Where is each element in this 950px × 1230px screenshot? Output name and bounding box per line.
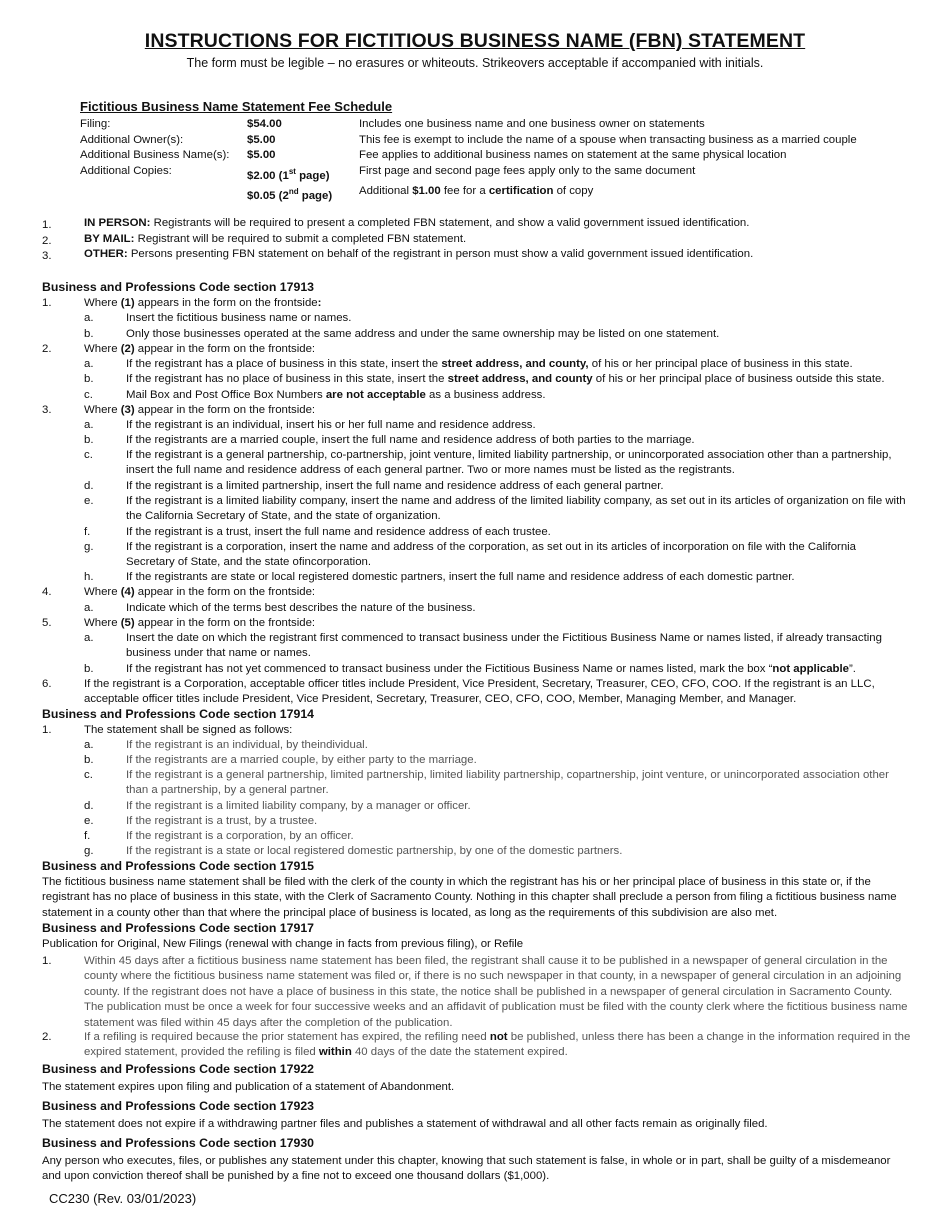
list-letter: d. <box>84 480 94 492</box>
fee-label: Additional Business Name(s): <box>80 149 230 161</box>
list-letter: b. <box>84 663 94 675</box>
list-number: 3. <box>42 404 52 416</box>
list-letter: g. <box>84 845 94 857</box>
fee-row <box>80 164 859 184</box>
fee-row <box>80 117 859 133</box>
list-item: If the registrant is a corporation, by an officer. <box>126 830 354 842</box>
fee-label <box>80 184 247 204</box>
list-item: Indicate which of the terms best describes the nature of the business. <box>126 602 476 614</box>
section-heading: Business and Professions Code section 17913 <box>42 280 314 294</box>
section-text: The statement does not expire if a withdrawing partner files and publishes a statement of withdrawal and all other facts remain as originally filed. <box>42 1118 768 1130</box>
section-text: Any person who executes, files, or publishes any statement under this chapter, knowing that such statement is false, in whole or in part, shall be guilty of a misdemeanor and upon conviction thereof shall be punished by a fine not to exceed one thousand dollars ($1,000). <box>42 1155 891 1183</box>
list-letter: f. <box>84 526 91 538</box>
list-item: If the registrant is an individual, by theindividual. <box>126 739 368 751</box>
section-heading: Business and Professions Code section 17922 <box>42 1062 314 1076</box>
list-item: Insert the date on which the registrant first commenced to transact business under the Fictitious Business Name or names listed, if already transacting business under that name or names. <box>126 632 882 660</box>
list-letter: c. <box>84 449 93 461</box>
section-text: Publication for Original, New Filings (renewal with change in facts from previous filing), or Refile <box>42 938 524 950</box>
list-item: If the registrant is a limited liability company, by a manager or officer. <box>126 800 471 812</box>
list-item: If the registrant is a state or local registered domestic partnership, by one of the domestic partners. <box>126 845 623 857</box>
fee-amount: $54.00 <box>247 118 282 130</box>
list-item: Insert the fictitious business name or names. <box>126 312 352 324</box>
list-item: Within 45 days after a fictitious business name statement has been filed, the registrant shall cause it to be published in a newspaper of general circulation in the county where the fictitious business name statement was filed or, if there is no such newspaper in that county, in a newspaper of general circulation in an adjoining county. If the registrant does not have a place of business in this state, the notice shall be published in a newspaper of general circulation in Sacramento County. The publication must be once a week for four successive weeks and an affidavit of publication must be filed with the county clerk where the fictitious business name statement was filed within 45 days after the completion of the publication. <box>84 955 908 1029</box>
list-item: If the registrant is an individual, insert his or her full name and residence address. <box>126 419 536 431</box>
list-letter: a. <box>84 358 94 370</box>
list-letter: b. <box>84 328 94 340</box>
list-item: If the registrant has no place of business in this state, insert the street address, and county of his or her principal place of business outside this state. <box>126 373 885 385</box>
section-heading: Business and Professions Code section 17915 <box>42 859 314 873</box>
page-subtitle: The form must be legible – no erasures or whiteouts. Strikeovers acceptable if accompanied with initials. <box>186 56 764 70</box>
list-number: 3. <box>42 250 52 262</box>
list-number: 2. <box>42 235 52 247</box>
list-letter: b. <box>84 434 94 446</box>
list-number: 6. <box>42 678 52 690</box>
list-letter: c. <box>84 389 93 401</box>
list-number: 1. <box>42 724 52 736</box>
fee-note: Includes one business name and one business owner on statements <box>359 118 705 130</box>
list-letter: d. <box>84 800 94 812</box>
list-letter: f. <box>84 830 91 842</box>
list-letter: a. <box>84 419 94 431</box>
list-item: If the registrant is a corporation, insert the name and address of the corporation, as set out in its articles of incorporation on file with the California Secretary of State, and the state ofincorporation. <box>126 541 857 569</box>
page-title: INSTRUCTIONS FOR FICTITIOUS BUSINESS NAME (FBN) STATEMENT <box>144 30 806 52</box>
list-item: IN PERSON: Registrants will be required to present a completed FBN statement, and show a valid government issued identification. <box>84 217 750 229</box>
fee-amount: $2.00 (1st page) <box>247 166 330 182</box>
list-letter: h. <box>84 571 94 583</box>
list-number: 4. <box>42 586 52 598</box>
list-number: 1. <box>42 955 52 967</box>
list-number: 1. <box>42 297 52 309</box>
fee-label: Additional Copies: <box>80 164 172 177</box>
list-item: Only those businesses operated at the same address and under the same ownership may be listed on one statement. <box>126 328 720 340</box>
list-item: Where (4) appear in the form on the frontside: <box>84 586 316 598</box>
list-letter: e. <box>84 495 94 507</box>
list-number: 1. <box>42 219 52 231</box>
list-item: OTHER: Persons presenting FBN statement on behalf of the registrant in person must show a valid government issued identification. <box>84 248 754 260</box>
fee-note: Fee applies to additional business names on statement at the same physical location <box>359 149 787 161</box>
list-letter: b. <box>84 754 94 766</box>
list-item: Where (2) appear in the form on the frontside: <box>84 343 316 355</box>
fee-schedule-heading: Fictitious Business Name Statement Fee Schedule <box>80 99 393 114</box>
fee-label: Additional Owner(s): <box>80 133 184 146</box>
list-item: If the registrants are a married couple, by either party to the marriage. <box>126 754 477 766</box>
list-letter: a. <box>84 312 94 324</box>
list-item: Where (3) appear in the form on the frontside: <box>84 404 316 416</box>
list-number: 5. <box>42 617 52 629</box>
list-item: If the registrant is a general partnership, co-partnership, joint venture, limited liability partnership, or unincorporated association other than a partnership, insert the full name and residence address of each general partner. Two or more names must be listed as the registrants. <box>126 449 892 477</box>
fee-note: First page and second page fees apply only to the same document <box>359 164 696 177</box>
fee-note: This fee is exempt to include the name of a spouse when transacting business as a married couple <box>359 133 857 146</box>
list-item: If a refiling is required because the prior statement has expired, the refiling need not be published, unless there has been a change in the information required in the expired statement, provided the refiling is filed within 40 days of the date the statement expired. <box>84 1031 911 1059</box>
fee-amount: $5.00 <box>247 133 276 146</box>
fee-amount: $0.05 (2nd page) <box>247 186 333 202</box>
list-letter: a. <box>84 739 94 751</box>
list-item: If the registrant is a trust, by a trustee. <box>126 815 318 827</box>
list-letter: a. <box>84 602 94 614</box>
fee-row <box>80 148 859 164</box>
list-letter: e. <box>84 815 94 827</box>
list-letter: g. <box>84 541 94 553</box>
list-item: If the registrant is a limited partnership, insert the full name and residence address of each general partner. <box>126 480 664 492</box>
section-heading: Business and Professions Code section 17914 <box>42 707 314 721</box>
list-letter: b. <box>84 373 94 385</box>
section-text: The statement expires upon filing and publication of a statement of Abandonment. <box>42 1081 455 1093</box>
fee-note: Additional $1.00 fee for a certification of copy <box>359 184 594 197</box>
list-item: If the registrant has not yet commenced to transact business under the Fictitious Business Name or names listed, mark the box “not applicable”. <box>126 663 856 675</box>
list-number: 2. <box>42 343 52 355</box>
fee-row <box>80 133 859 149</box>
list-item: The statement shall be signed as follows: <box>84 724 293 736</box>
list-item: If the registrant is a Corporation, acceptable officer titles include President, Vice President, Secretary, Treasurer, CEO, CFO, COO. If the registrant is an LLC, acceptable officer titles include President, Vice President, Secretary, Treasurer, CEO, CFO, COO, Member, Managing Member, and Manager. <box>84 678 875 706</box>
list-item: Where (1) appears in the form on the frontside: <box>84 297 322 309</box>
fee-row <box>80 184 859 204</box>
list-item: If the registrant has a place of business in this state, insert the street address, and county, of his or her principal place of business in this state. <box>126 358 853 370</box>
section-heading: Business and Professions Code section 17917 <box>42 921 314 935</box>
list-item: If the registrants are state or local registered domestic partners, insert the full name and residence address of each domestic partner. <box>126 571 795 583</box>
list-item: If the registrant is a limited liability company, insert the name and address of the limited liability company, as set out in its articles of organization on file with the California Secretary of State, and the state of organization. <box>126 495 906 523</box>
fee-amount: $5.00 <box>247 149 276 161</box>
section-heading: Business and Professions Code section 17930 <box>42 1136 314 1150</box>
list-letter: c. <box>84 769 93 781</box>
fee-label: Filing: <box>80 118 111 130</box>
list-item: If the registrants are a married couple, insert the full name and residence address of both parties to the marriage. <box>126 434 695 446</box>
fee-schedule-table <box>80 117 859 204</box>
list-item: If the registrant is a trust, insert the full name and residence address of each trustee. <box>126 526 551 538</box>
list-item: Mail Box and Post Office Box Numbers are not acceptable as a business address. <box>126 389 546 401</box>
list-item: BY MAIL: Registrant will be required to submit a completed FBN statement. <box>84 233 467 245</box>
section-text: The fictitious business name statement shall be filed with the clerk of the county in which the registrant has his or her principal place of business in this state or, if the registrant has no place of business in this state, with the Clerk of Sacramento County. Nothing in this chapter shall preclude a person from filing a fictitious business name statement in a county other than that where the principal place of business is located, as long as the requirements of this subdivision are also met. <box>42 876 897 919</box>
form-number-footer: CC230 (Rev. 03/01/2023) <box>49 1191 197 1206</box>
section-heading: Business and Professions Code section 17923 <box>42 1099 314 1113</box>
list-number: 2. <box>42 1031 52 1043</box>
list-letter: a. <box>84 632 94 644</box>
list-item: If the registrant is a general partnership, limited partnership, limited liability partnership, copartnership, joint venture, or unincorporated association other than a partnership, by a general partner. <box>126 769 889 797</box>
list-item: Where (5) appear in the form on the frontside: <box>84 617 316 629</box>
